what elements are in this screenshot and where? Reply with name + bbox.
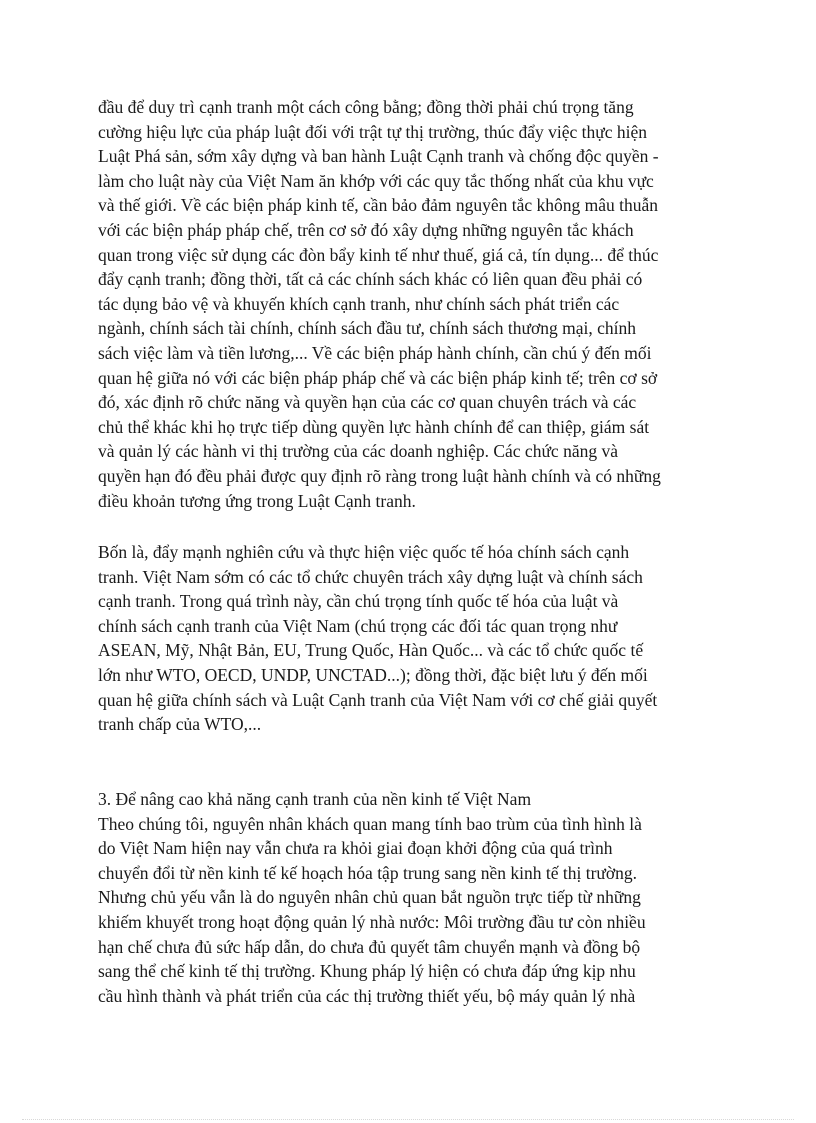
- paragraph-line: quan trong việc sử dụng các đòn bẩy kinh tế như thuế, giá cả, tín dụng... để thúc: [98, 244, 659, 265]
- paragraph-line: Nhưng chủ yếu vẫn là do nguyên nhân chủ quan bắt nguồn trực tiếp từ những: [98, 887, 641, 908]
- paragraph-line: Bốn là, đẩy mạnh nghiên cứu và thực hiện việc quốc tế hóa chính sách cạnh: [98, 542, 630, 562]
- paragraph-line: điều khoản tương ứng trong Luật Cạnh tranh.: [98, 490, 416, 511]
- paragraph-line: Theo chúng tôi, nguyên nhân khách quan mang tính bao trùm của tình hình là: [98, 813, 642, 834]
- paragraph-line: hạn chế chưa đủ sức hấp dẫn, do chưa đủ quyết tâm chuyển mạnh và đồng bộ: [98, 936, 641, 957]
- paragraph-line: tác dụng bảo vệ và khuyến khích cạnh tranh, như chính sách phát triển các: [98, 293, 620, 314]
- paragraph-line: cường hiệu lực của pháp luật đối với trật tự thị trường, thúc đẩy việc thực hiện: [98, 121, 648, 142]
- paragraph-competition-measures: [98, 95, 738, 513]
- paragraph-line: cầu hình thành và phát triển của các thị trường thiết yếu, bộ máy quản lý nhà: [98, 985, 636, 1006]
- paragraph-line: và quản lý các hành vi thị trường của các doanh nghiệp. Các chức năng và: [98, 441, 618, 462]
- paragraph-line: đẩy cạnh tranh; đồng thời, tất cả các chính sách khác có liên quan đều phải có: [98, 269, 643, 290]
- paragraph-line: Luật Phá sản, sớm xây dựng và ban hành Luật Cạnh tranh và chống độc quyền -: [98, 146, 659, 167]
- paragraph-line: ASEAN, Mỹ, Nhật Bản, EU, Trung Quốc, Hàn Quốc... và các tổ chức quốc tế: [98, 640, 644, 661]
- paragraph-line: quan hệ giữa chính sách và Luật Cạnh tranh của Việt Nam với cơ chế giải quyết: [98, 689, 658, 710]
- page-bottom-divider: [22, 1119, 794, 1120]
- section-3: [98, 787, 738, 1008]
- paragraph-line: và thế giới. Về các biện pháp kinh tế, cần bảo đảm nguyên tắc không mâu thuẫn: [98, 195, 659, 216]
- paragraph-line: làm cho luật này của Việt Nam ăn khớp với các quy tắc thống nhất của khu vực: [98, 170, 654, 191]
- paragraph-line: với các biện pháp pháp chế, trên cơ sở đó xây dựng những nguyên tắc khách: [98, 219, 634, 240]
- paragraph-line: tranh. Việt Nam sớm có các tổ chức chuyên trách xây dựng luật và chính sách: [98, 566, 643, 587]
- paragraph-line: ngành, chính sách tài chính, chính sách đầu tư, chính sách thương mại, chính: [98, 318, 637, 339]
- paragraph-line: tranh chấp của WTO,...: [98, 714, 262, 735]
- paragraph-line: chủ thể khác khi họ trực tiếp dùng quyền lực hành chính để can thiệp, giám sát: [98, 416, 650, 437]
- paragraph-line: đó, xác định rõ chức năng và quyền hạn của các cơ quan chuyên trách và các: [98, 392, 637, 413]
- paragraph-line: lớn như WTO, OECD, UNDP, UNCTAD...); đồng thời, đặc biệt lưu ý đến mối: [98, 664, 648, 685]
- paragraph-line: sách việc làm và tiền lương,... Về các biện pháp hành chính, cần chú ý đến mối: [98, 342, 652, 363]
- paragraph-line: đầu để duy trì cạnh tranh một cách công bằng; đồng thời phải chú trọng tăng: [98, 97, 634, 117]
- paragraph-line: chuyển đổi từ nền kinh tế kế hoạch hóa tập trung sang nền kinh tế thị trường.: [98, 862, 638, 883]
- paragraph-line: sang thể chế kinh tế thị trường. Khung pháp lý hiện có chưa đáp ứng kịp nhu: [98, 961, 636, 982]
- paragraph-internationalization: [98, 540, 738, 737]
- paragraph-line: quan hệ giữa nó với các biện pháp pháp chế và các biện pháp kinh tế; trên cơ sở: [98, 367, 658, 388]
- paragraph-line: cạnh tranh. Trong quá trình này, cần chú trọng tính quốc tế hóa của luật và: [98, 591, 619, 612]
- section-heading: 3. Để nâng cao khả năng cạnh tranh của nền kinh tế Việt Nam: [98, 789, 532, 809]
- paragraph-line: quyền hạn đó đều phải được quy định rõ ràng trong luật hành chính và có những: [98, 465, 661, 486]
- paragraph-line: chính sách cạnh tranh của Việt Nam (chú trọng các đối tác quan trọng như: [98, 615, 618, 636]
- paragraph-line: khiếm khuyết trong hoạt động quản lý nhà nước: Môi trường đầu tư còn nhiều: [98, 911, 646, 932]
- paragraph-line: do Việt Nam hiện nay vẫn chưa ra khỏi giai đoạn khởi động của quá trình: [98, 838, 613, 859]
